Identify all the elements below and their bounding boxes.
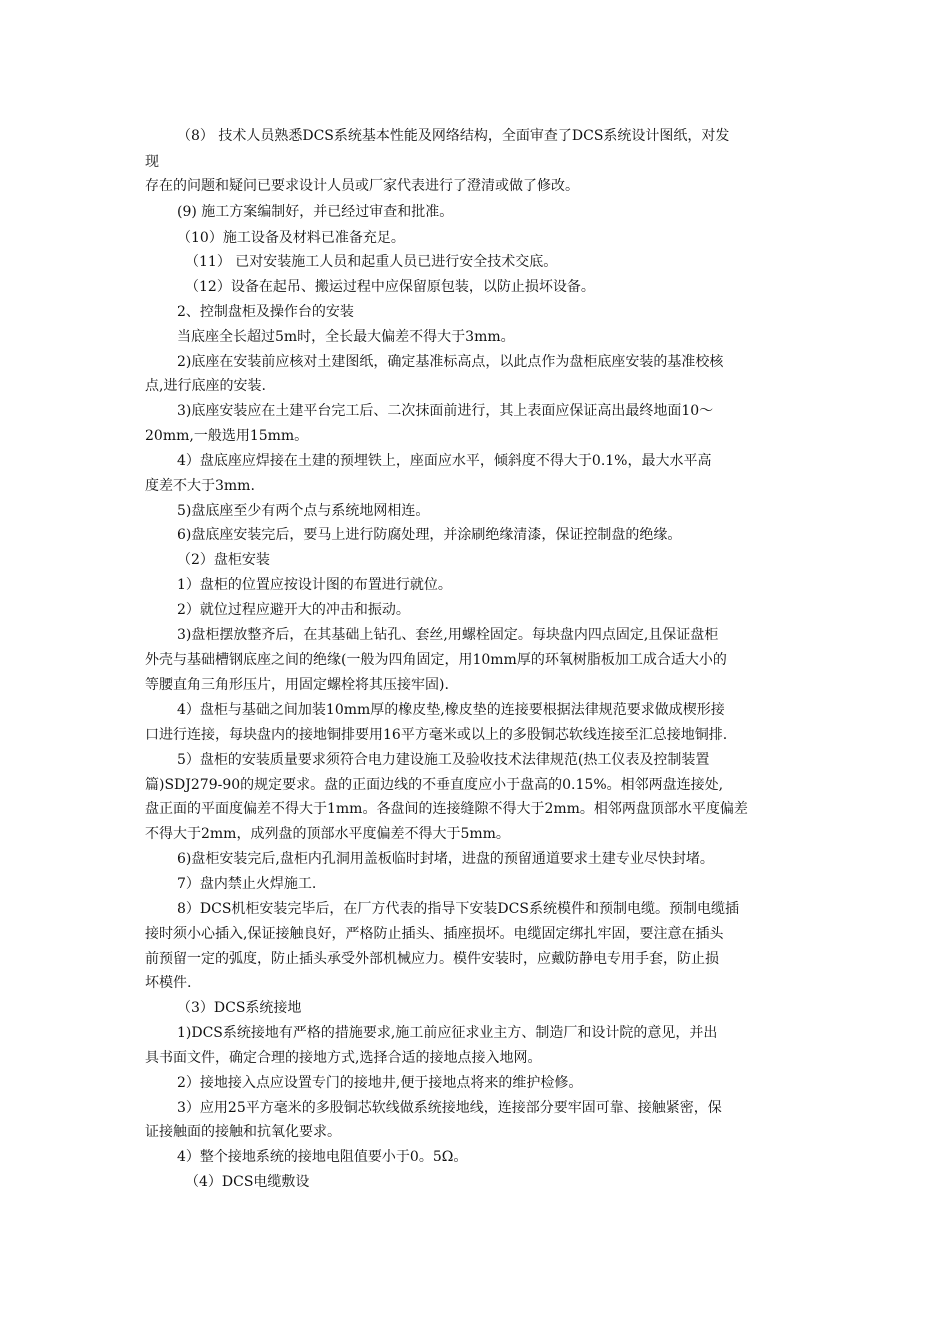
text-line: 存在的问题和疑问已要求设计人员或厂家代表进行了澄清或做了修改。 — [145, 178, 579, 194]
text-line: 具书面文件，确定合理的接地方式,选择合适的接地点接入地网。 — [145, 1050, 542, 1066]
text-line: （11） 已对安装施工人员和起重人员已进行安全技术交底。 — [185, 254, 558, 270]
text-line: 盘正面的平面度偏差不得大于1mm。各盘间的连接缝隙不得大于2mm。相邻两盘顶部水平度偏差 — [145, 801, 748, 817]
text-line: 3）应用25平方毫米的多股铜芯软线做系统接地线，连接部分要牢固可靠、接触紧密，保 — [177, 1100, 722, 1116]
text-line: 2）接地接入点应设置专门的接地井,便于接地点将来的维护检修。 — [177, 1075, 583, 1091]
text-line: 2)底座在安装前应核对土建图纸，确定基准标高点，以此点作为盘柜底座安装的基准校核 — [177, 354, 724, 370]
text-line: 前预留一定的弧度，防止插头承受外部机械应力。模件安装时，应戴防静电专用手套，防止损 — [145, 951, 719, 967]
text-line: 度差不大于3mm. — [145, 478, 255, 494]
subsection-heading: （2）盘柜安装 — [177, 552, 270, 568]
section-heading: 2、控制盘柜及操作台的安装 — [177, 304, 354, 320]
text-line: 当底座全长超过5m时，全长最大偏差不得大于3mm。 — [177, 329, 515, 345]
text-line: 5)盘底座至少有两个点与系统地网相连。 — [177, 503, 430, 519]
text-line: 篇)SDJ279-90的规定要求。盘的正面边线的不垂直度应小于盘高的0.15%。相邻两盘连接处, — [145, 777, 724, 793]
text-line: (9) 施工方案编制好，并已经过审查和批准。 — [177, 204, 454, 220]
text-line: 3)盘柜摆放整齐后，在其基础上钻孔、套丝,用螺栓固定。每块盘内四点固定,且保证盘柜 — [177, 627, 719, 643]
text-line: 3)底座安装应在土建平台完工后、二次抹面前进行，其上表面应保证高出最终地面10～ — [177, 403, 714, 419]
text-line: 6)盘底座安装完后，要马上进行防腐处理，并涂刷绝缘清漆，保证控制盘的绝缘。 — [177, 527, 682, 543]
text-line: 4）盘柜与基础之间加装10mm厚的橡皮垫,橡皮垫的连接要根据法律规范要求做成楔形接 — [177, 702, 725, 718]
text-line: 口进行连接，每块盘内的接地铜排要用16平方毫米或以上的多股铜芯软线连接至汇总接地铜排. — [145, 727, 728, 743]
text-line: 外壳与基础槽钢底座之间的绝缘(一般为四角固定，用10mm厚的环氧树脂板加工成合适大小的 — [145, 652, 727, 668]
subsection-heading: （4）DCS电缆敷设 — [185, 1174, 310, 1190]
text-line: 5）盘柜的安装质量要求须符合电力建设施工及验收技术法律规范(热工仪表及控制装置 — [177, 752, 710, 768]
text-line: 4）盘底座应焊接在土建的预埋铁上，座面应水平，倾斜度不得大于0.1%，最大水平高 — [177, 453, 712, 469]
text-line: 接时须小心插入,保证接触良好，严格防止插头、插座损坏。电缆固定绑扎牢固，要注意在插头 — [145, 926, 724, 942]
text-line: 点,进行底座的安装. — [145, 378, 266, 394]
text-line: 2）就位过程应避开大的冲击和振动。 — [177, 602, 410, 618]
text-line: （12）设备在起吊、搬运过程中应保留原包装，以防止损坏设备。 — [185, 279, 595, 295]
text-line: （8） 技术人员熟悉DCS系统基本性能及网络结构，全面审查了DCS系统设计图纸，对发 — [177, 128, 730, 144]
text-line: 1）盘柜的位置应按设计图的布置进行就位。 — [177, 577, 452, 593]
text-line: 7）盘内禁止火焊施工. — [177, 876, 317, 892]
text-line: 4）整个接地系统的接地电阻值要小于0。5Ω。 — [177, 1149, 468, 1165]
text-line: 证接触面的接触和抗氧化要求。 — [145, 1124, 341, 1140]
text-line: 等腰直角三角形压片，用固定螺栓将其压接牢固). — [145, 677, 449, 693]
text-line: 8）DCS机柜安装完毕后，在厂方代表的指导下安装DCS系统模件和预制电缆。预制电缆插 — [177, 901, 739, 917]
text-line: 坏模件. — [145, 975, 192, 991]
text-line: 不得大于2mm，成列盘的顶部水平度偏差不得大于5mm。 — [145, 826, 510, 842]
text-line: 20mm,一般选用15mm。 — [145, 428, 309, 444]
text-line: 6)盘柜安装完后,盘柜内孔洞用盖板临时封堵，进盘的预留通道要求土建专业尽快封堵。 — [177, 851, 714, 867]
text-line: 1)DCS系统接地有严格的措施要求,施工前应征求业主方、制造厂和设计院的意见，并出 — [177, 1025, 718, 1041]
text-line: 现 — [145, 154, 159, 170]
text-line: （10）施工设备及材料已准备充足。 — [177, 230, 405, 246]
subsection-heading: （3）DCS系统接地 — [177, 1000, 302, 1016]
